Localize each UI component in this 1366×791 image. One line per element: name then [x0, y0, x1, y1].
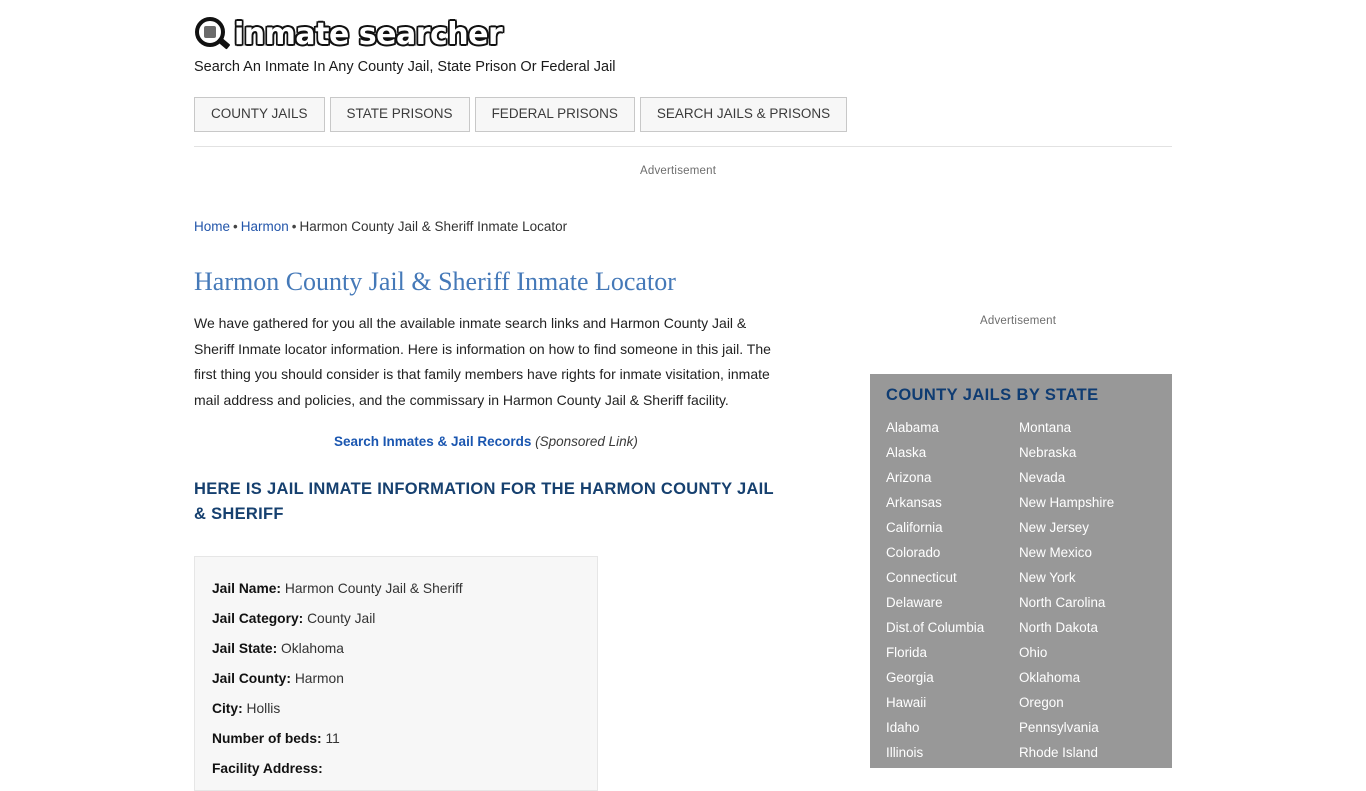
info-value-jail-state: Oklahoma: [281, 641, 344, 656]
info-row: [212, 574, 581, 604]
info-label-city: City:: [212, 701, 243, 716]
state-link-alaska[interactable]: Alaska: [886, 445, 927, 460]
breadcrumb-separator-1: •: [233, 219, 238, 234]
nav-item-federal-prisons[interactable]: FEDERAL PRISONS: [475, 97, 635, 132]
state-link-oklahoma[interactable]: Oklahoma: [1019, 670, 1081, 685]
info-row: [212, 694, 581, 724]
state-link-idaho[interactable]: Idaho: [886, 720, 920, 735]
breadcrumb-separator-2: •: [291, 219, 297, 234]
breadcrumb-county[interactable]: Harmon: [240, 219, 289, 234]
info-label-jail-name: Jail Name:: [212, 581, 282, 596]
county-jails-by-state-box: [870, 374, 1172, 768]
brand-name: inmate searcher: [234, 16, 503, 52]
state-link-colorado[interactable]: Colorado: [886, 545, 941, 560]
breadcrumb: [194, 219, 567, 234]
state-link-rhode-island[interactable]: Rhode Island: [1019, 745, 1098, 760]
state-link-arkansas[interactable]: Arkansas: [886, 495, 942, 510]
info-value-jail-county: Harmon: [294, 671, 344, 686]
state-link-north-dakota[interactable]: North Dakota: [1019, 620, 1098, 635]
magnifier-icon: [194, 16, 230, 52]
states-columns: [870, 415, 1172, 765]
info-value-city: Hollis: [246, 701, 281, 716]
info-row: [212, 724, 581, 754]
site-tagline: Search An Inmate In Any County Jail, State Prison Or Federal Jail: [194, 59, 616, 75]
info-value-jail-category: County Jail: [307, 611, 376, 626]
info-row: [212, 664, 581, 694]
state-link-nevada[interactable]: Nevada: [1019, 470, 1066, 485]
info-value-jail-name: Harmon County Jail & Sheriff: [284, 581, 463, 596]
breadcrumb-current: Harmon County Jail & Sheriff Inmate Locator: [299, 219, 568, 234]
state-link-montana[interactable]: Montana: [1019, 420, 1072, 435]
state-link-new-jersey[interactable]: New Jersey: [1019, 520, 1089, 535]
info-label-jail-state: Jail State:: [212, 641, 278, 656]
state-link-alabama[interactable]: Alabama: [886, 420, 939, 435]
breadcrumb-home[interactable]: Home: [194, 219, 231, 234]
info-row: [212, 754, 581, 784]
info-label-jail-county: Jail County:: [212, 671, 291, 686]
nav-item-county-jails[interactable]: COUNTY JAILS: [194, 97, 325, 132]
sidebar-title: COUNTY JAILS BY STATE: [886, 386, 1099, 404]
intro-paragraph: We have gathered for you all the available inmate search links and Harmon County Jail & Sheriff Inmate locator information. Here is information on how to find someone in this jail. The first thing you should consider is that family members have rights for inmate visitation, inmate mail address and policies, and the commissary in Harmon County Jail & Sheriff facility.: [194, 315, 771, 408]
page-title: Harmon County Jail & Sheriff Inmate Locator: [194, 267, 676, 296]
state-link-new-york[interactable]: New York: [1019, 570, 1076, 585]
info-label-jail-category: Jail Category:: [212, 611, 304, 626]
state-link-pennsylvania[interactable]: Pennsylvania: [1019, 720, 1099, 735]
info-label-facility-address: Facility Address:: [212, 761, 323, 776]
ad-label-right: Advertisement: [980, 315, 1057, 327]
header-divider: [194, 146, 1172, 147]
section-heading: HERE IS JAIL INMATE INFORMATION FOR THE HARMON COUNTY JAIL & SHERIFF: [194, 480, 774, 523]
info-label-number-of-beds: Number of beds:: [212, 731, 322, 746]
sponsored-note: (Sponsored Link): [535, 434, 638, 449]
state-link-nebraska[interactable]: Nebraska: [1019, 445, 1077, 460]
site-logo[interactable]: [194, 14, 502, 54]
state-link-florida[interactable]: Florida: [886, 645, 927, 660]
search-inmates-records-link[interactable]: Search Inmates & Jail Records: [334, 434, 532, 449]
state-link-new-mexico[interactable]: New Mexico: [1019, 545, 1092, 560]
main-nav: [194, 97, 847, 132]
state-link-new-hampshire[interactable]: New Hampshire: [1019, 495, 1115, 510]
state-link-connecticut[interactable]: Connecticut: [886, 570, 957, 585]
state-link-arizona[interactable]: Arizona: [886, 470, 932, 485]
nav-item-search-jails-prisons[interactable]: SEARCH JAILS & PRISONS: [640, 97, 847, 132]
state-link-north-carolina[interactable]: North Carolina: [1019, 595, 1106, 610]
ad-label-top: Advertisement: [640, 165, 717, 177]
info-row: [212, 634, 581, 664]
states-column-left: [886, 415, 1019, 765]
state-link-oregon[interactable]: Oregon: [1019, 695, 1064, 710]
info-row: [212, 604, 581, 634]
jail-info-card: [194, 556, 598, 791]
nav-item-state-prisons[interactable]: STATE PRISONS: [330, 97, 470, 132]
state-link-delaware[interactable]: Delaware: [886, 595, 943, 610]
state-link-hawaii[interactable]: Hawaii: [886, 695, 927, 710]
states-column-right: [1019, 415, 1152, 765]
info-value-number-of-beds: 11: [325, 731, 340, 746]
state-link-california[interactable]: California: [886, 520, 943, 535]
state-link-ohio[interactable]: Ohio: [1019, 645, 1048, 660]
content-frame: [194, 0, 1172, 776]
state-link-illinois[interactable]: Illinois: [886, 745, 924, 760]
state-link-dist-of-columbia[interactable]: Dist.of Columbia: [886, 620, 985, 635]
state-link-georgia[interactable]: Georgia: [886, 670, 934, 685]
sponsored-link-row: [334, 434, 638, 449]
